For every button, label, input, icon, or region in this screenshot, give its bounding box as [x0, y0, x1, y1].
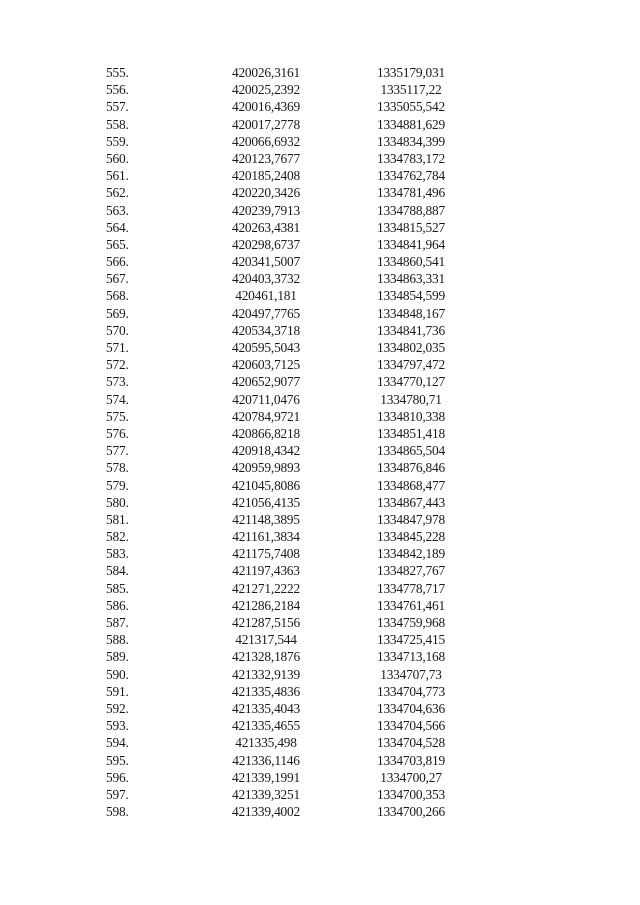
table-row: [0, 786, 640, 803]
x-coordinate: 420026,3161: [231, 65, 301, 80]
row-number: 577.: [106, 443, 129, 459]
x-coordinate: 421339,4002: [231, 804, 301, 820]
table-row: [0, 562, 640, 579]
table-row: [0, 597, 640, 614]
row-number: 555.: [106, 65, 129, 80]
row-number: 594.: [106, 735, 129, 751]
row-number: 575.: [106, 408, 129, 424]
row-number: 568.: [106, 288, 129, 304]
x-coordinate: 421045,8086: [231, 477, 301, 493]
row-number: 591.: [106, 683, 129, 699]
table-row: [0, 494, 640, 511]
table-row: [0, 287, 640, 304]
x-coordinate: 420298,6737: [231, 236, 301, 252]
y-coordinate: 1334867,443: [376, 494, 446, 510]
row-number: 574.: [106, 391, 129, 407]
y-coordinate: 1334845,228: [376, 529, 446, 545]
y-coordinate: 1334707,73: [380, 666, 442, 682]
y-coordinate: 1334847,978: [376, 511, 446, 527]
x-coordinate: 421339,1991: [231, 769, 301, 785]
row-number: 580.: [106, 494, 129, 510]
y-coordinate: 1334797,472: [376, 357, 446, 373]
x-coordinate: 420025,2392: [231, 82, 301, 98]
y-coordinate: 1334780,71: [380, 391, 442, 407]
table-row: [0, 734, 640, 751]
y-coordinate: 1334783,172: [376, 150, 446, 166]
x-coordinate: 420403,3732: [231, 271, 301, 287]
x-coordinate: 420652,9077: [231, 374, 301, 390]
row-number: 556.: [106, 82, 129, 98]
y-coordinate: 1334863,331: [376, 271, 446, 287]
y-coordinate: 1334704,566: [376, 718, 446, 734]
x-coordinate: 420784,9721: [231, 408, 301, 424]
row-number: 564.: [106, 219, 129, 235]
y-coordinate: 1335179,031: [376, 65, 446, 80]
row-number: 566.: [106, 254, 129, 270]
y-coordinate: 1334700,353: [376, 786, 446, 802]
table-row: [0, 477, 640, 494]
row-number: 582.: [106, 529, 129, 545]
y-coordinate: 1334762,784: [376, 168, 446, 184]
table-row: [0, 339, 640, 356]
x-coordinate: 420711,0476: [232, 391, 300, 407]
y-coordinate: 1334841,964: [376, 236, 446, 252]
table-row: [0, 580, 640, 597]
y-coordinate: 1334704,636: [376, 700, 446, 716]
row-number: 596.: [106, 769, 129, 785]
row-number: 583.: [106, 546, 129, 562]
x-coordinate: 421339,3251: [231, 786, 301, 802]
row-number: 557.: [106, 99, 129, 115]
row-number: 579.: [106, 477, 129, 493]
row-number: 561.: [106, 168, 129, 184]
y-coordinate: 1334881,629: [376, 116, 446, 132]
y-coordinate: 1334842,189: [376, 546, 446, 562]
table-row: [0, 442, 640, 459]
y-coordinate: 1334704,773: [376, 683, 446, 699]
table-row: [0, 253, 640, 270]
y-coordinate: 1334788,887: [376, 202, 446, 218]
x-coordinate: 420017,2778: [231, 116, 301, 132]
y-coordinate: 1334827,767: [376, 563, 446, 579]
x-coordinate: 421332,9139: [231, 666, 301, 682]
y-coordinate: 1334700,27: [380, 769, 442, 785]
table-row: [0, 408, 640, 425]
row-number: 559.: [106, 133, 129, 149]
y-coordinate: 1334704,528: [376, 735, 446, 751]
table-row: [0, 631, 640, 648]
table-row: [0, 322, 640, 339]
row-number: 558.: [106, 116, 129, 132]
row-number: 593.: [106, 718, 129, 734]
x-coordinate: 421197,4363: [232, 563, 300, 579]
x-coordinate: 421148,3895: [232, 511, 300, 527]
y-coordinate: 1335055,542: [376, 99, 446, 115]
table-row: [0, 116, 640, 133]
row-number: 588.: [106, 632, 129, 648]
x-coordinate: 420263,4381: [231, 219, 301, 235]
x-coordinate: 420185,2408: [231, 168, 301, 184]
y-coordinate: 1335117,22: [380, 82, 442, 98]
row-number: 595.: [106, 752, 129, 768]
x-coordinate: 421335,4043: [231, 700, 301, 716]
table-row: [0, 184, 640, 201]
x-coordinate: 420959,9893: [231, 460, 301, 476]
y-coordinate: 1334725,415: [376, 632, 446, 648]
y-coordinate: 1334778,717: [376, 580, 446, 596]
y-coordinate: 1334700,266: [376, 804, 446, 820]
row-number: 572.: [106, 357, 129, 373]
x-coordinate: 420534,3718: [231, 322, 301, 338]
y-coordinate: 1334848,167: [376, 305, 446, 321]
x-coordinate: 421335,4655: [231, 718, 301, 734]
row-number: 578.: [106, 460, 129, 476]
x-coordinate: 421056,4135: [231, 494, 301, 510]
x-coordinate: 421286,2184: [231, 597, 301, 613]
table-row: [0, 717, 640, 734]
x-coordinate: 421271,2222: [231, 580, 301, 596]
table-row: [0, 648, 640, 665]
x-coordinate: 421175,7408: [232, 546, 300, 562]
y-coordinate: 1334868,477: [376, 477, 446, 493]
table-row: [0, 305, 640, 322]
row-number: 586.: [106, 597, 129, 613]
y-coordinate: 1334761,461: [376, 597, 446, 613]
y-coordinate: 1334703,819: [376, 752, 446, 768]
coordinate-table: [0, 64, 640, 820]
row-number: 562.: [106, 185, 129, 201]
y-coordinate: 1334781,496: [376, 185, 446, 201]
x-coordinate: 421161,3834: [232, 529, 300, 545]
y-coordinate: 1334860,541: [376, 254, 446, 270]
x-coordinate: 420918,4342: [231, 443, 301, 459]
x-coordinate: 421328,1876: [231, 649, 301, 665]
table-row: [0, 373, 640, 390]
y-coordinate: 1334815,527: [376, 219, 446, 235]
row-number: 598.: [106, 804, 129, 820]
table-row: [0, 391, 640, 408]
table-row: [0, 700, 640, 717]
table-row: [0, 202, 640, 219]
table-row: [0, 133, 640, 150]
table-row: [0, 666, 640, 683]
table-row: [0, 683, 640, 700]
table-row: [0, 459, 640, 476]
y-coordinate: 1334834,399: [376, 133, 446, 149]
row-number: 569.: [106, 305, 129, 321]
y-coordinate: 1334851,418: [376, 425, 446, 441]
table-row: [0, 528, 640, 545]
x-coordinate: 420595,5043: [231, 340, 301, 355]
y-coordinate: 1334810,338: [376, 408, 446, 424]
y-coordinate: 1334865,504: [376, 443, 446, 459]
table-row: [0, 545, 640, 562]
y-coordinate: 1334770,127: [376, 374, 446, 390]
row-number: 587.: [106, 615, 129, 630]
table-row: [0, 236, 640, 253]
y-coordinate: 1334876,846: [376, 460, 446, 476]
x-coordinate: 421335,498: [235, 735, 297, 751]
x-coordinate: 421317,544: [235, 632, 297, 648]
x-coordinate: 421335,4836: [231, 683, 301, 699]
x-coordinate: 420461,181: [235, 288, 297, 304]
row-number: 571.: [106, 340, 129, 355]
table-row: [0, 614, 640, 631]
row-number: 589.: [106, 649, 129, 665]
row-number: 563.: [106, 202, 129, 218]
row-number: 560.: [106, 150, 129, 166]
x-coordinate: 420239,7913: [231, 202, 301, 218]
x-coordinate: 421336,1146: [232, 752, 300, 768]
table-row: [0, 803, 640, 820]
row-number: 592.: [106, 700, 129, 716]
table-row: [0, 425, 640, 442]
row-number: 584.: [106, 563, 129, 579]
row-number: 576.: [106, 425, 129, 441]
x-coordinate: 420866,8218: [231, 425, 301, 441]
row-number: 585.: [106, 580, 129, 596]
x-coordinate: 420603,7125: [231, 357, 301, 373]
x-coordinate: 421287,5156: [231, 615, 301, 630]
table-row: [0, 511, 640, 528]
table-row: [0, 769, 640, 786]
x-coordinate: 420497,7765: [231, 305, 301, 321]
table-row: [0, 219, 640, 236]
table-row: [0, 150, 640, 167]
x-coordinate: 420341,5007: [231, 254, 301, 270]
row-number: 581.: [106, 511, 129, 527]
table-row: [0, 752, 640, 769]
table-row: [0, 356, 640, 373]
row-number: 567.: [106, 271, 129, 287]
row-number: 565.: [106, 236, 129, 252]
row-number: 573.: [106, 374, 129, 390]
y-coordinate: 1334841,736: [376, 322, 446, 338]
row-number: 570.: [106, 322, 129, 338]
row-number: 597.: [106, 786, 129, 802]
table-row: [0, 64, 640, 81]
x-coordinate: 420016,4369: [231, 99, 301, 115]
x-coordinate: 420066,6932: [231, 133, 301, 149]
y-coordinate: 1334713,168: [376, 649, 446, 665]
row-number: 590.: [106, 666, 129, 682]
table-row: [0, 81, 640, 98]
x-coordinate: 420220,3426: [231, 185, 301, 201]
table-row: [0, 270, 640, 287]
y-coordinate: 1334854,599: [376, 288, 446, 304]
table-row: [0, 98, 640, 115]
table-row: [0, 167, 640, 184]
y-coordinate: 1334802,035: [376, 340, 446, 355]
y-coordinate: 1334759,968: [376, 615, 446, 630]
x-coordinate: 420123,7677: [231, 150, 301, 166]
